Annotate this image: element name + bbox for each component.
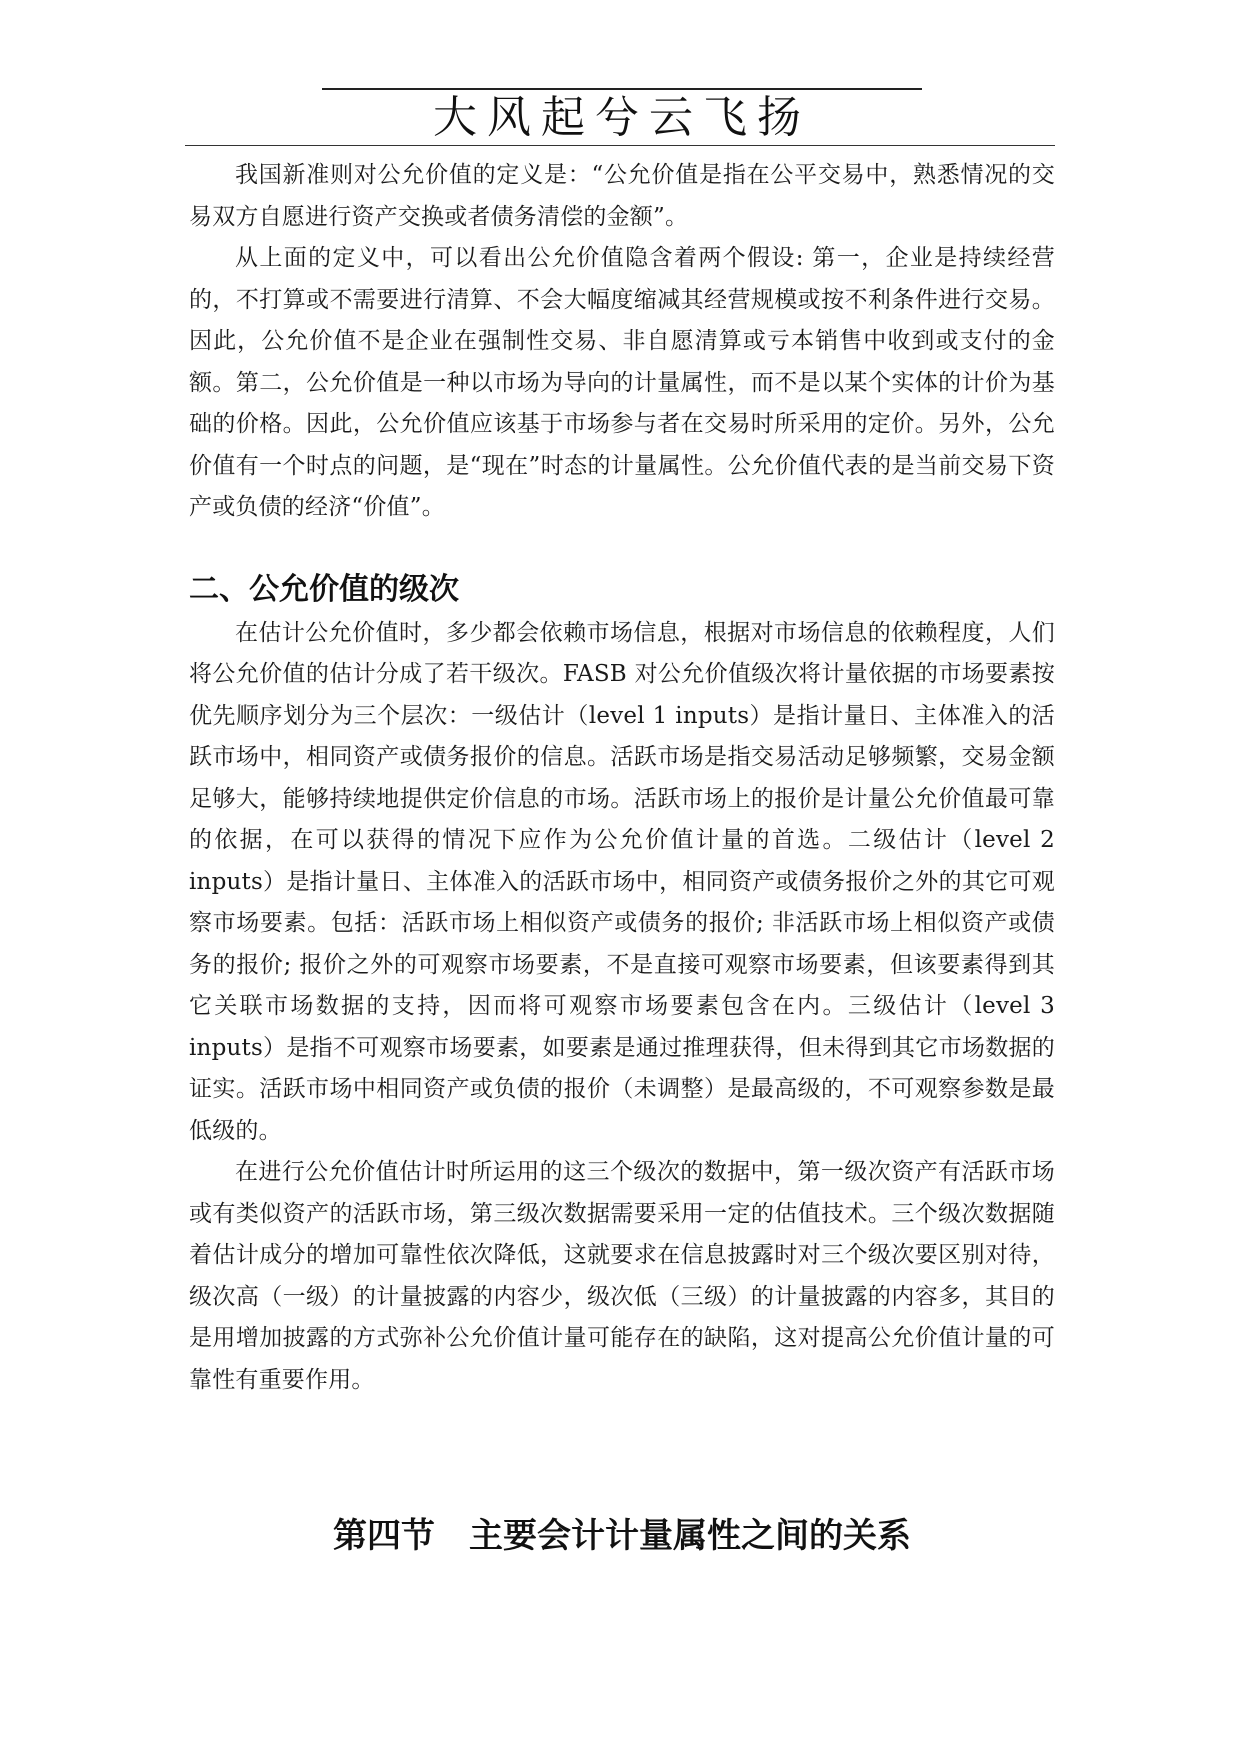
section-heading: 二、公允价值的级次 [189,571,459,607]
paragraph-levels: 在估计公允价值时，多少都会依赖市场信息，根据对市场信息的依赖程度，人们将公允价值的估计分成了若干级次。FASB 对公允价值级次将计量依据的市场要素按优先顺序划分为三个层次：一级估计（level 1 inputs）是指计量日、主体准入的活跃市场中，相同资产或债务报价的信息。活跃市场是指交易活动足够频繁，交易金额足够大，能够持续地提供定价信息的市场。活跃市场上的报价是计量公允价值最可靠的依据，在可以获得的情况下应作为公允价值计量的首选。二级估计（level 2 inputs）是指计量日、主体准入的活跃市场中，相同资产或债务报价之外的其它可观察市场要素。包括：活跃市场上相似资产或债务的报价; 非活跃市场上相似资产或债务的报价; 报价之外的可观察市场要素，不是直接可观察市场要素，但该要素得到其它关联市场数据的支持，因而将可观察市场要素包含在内。三级估计（level 3 inputs）是指不可观察市场要素，如要素是通过推理获得，但未得到其它市场数据的证实。活跃市场中相同资产或负债的报价（未调整）是最高级的，不可观察参数是最低级的。 [189,619,1055,1144]
paragraph-definition: 我国新准则对公允价值的定义是：“公允价值是指在公平交易中，熟悉情况的交易双方自愿进行资产交换或者债务清偿的金额”。 [189,162,1055,230]
header-top-rule [322,88,922,90]
paragraph-assumptions: 从上面的定义中，可以看出公允价值隐含着两个假设: 第一，企业是持续经营的，不打算或不需要进行清算、不会大幅度缩减其经营规模或按不利条件进行交易。因此，公允价值不是企业在强制性交易、非自愿清算或亏本销售中收到或支付的金额。第二，公允价值是一种以市场为导向的计量属性，而不是以某个实体的计价为基础的价格。因此，公允价值应该基于市场参与者在交易时所采用的定价。另外，公允价值有一个时点的问题，是“现在”时态的计量属性。公允价值代表的是当前交易下资产或负债的经济“价值”。 [189,245,1055,520]
paragraph-levels-summary: 在进行公允价值估计时所运用的这三个级次的数据中，第一级次资产有活跃市场或有类似资产的活跃市场，第三级次数据需要采用一定的估值技术。三个级次数据随着估计成分的增加可靠性依次降低，这就要求在信息披露时对三个级次要区别对待，级次高（一级）的计量披露的内容少，级次低（三级）的计量披露的内容多，其目的是用增加披露的方式弥补公允价值计量可能存在的缺陷，这对提高公允价值计量的可靠性有重要作用。 [189,1159,1055,1393]
running-header-title: 大风起兮云飞扬 [433,92,811,143]
page-body [189,155,1055,1401]
chapter-heading: 第四节 主要会计计量属性之间的关系 [333,1515,911,1556]
header-bottom-rule [185,145,1055,146]
